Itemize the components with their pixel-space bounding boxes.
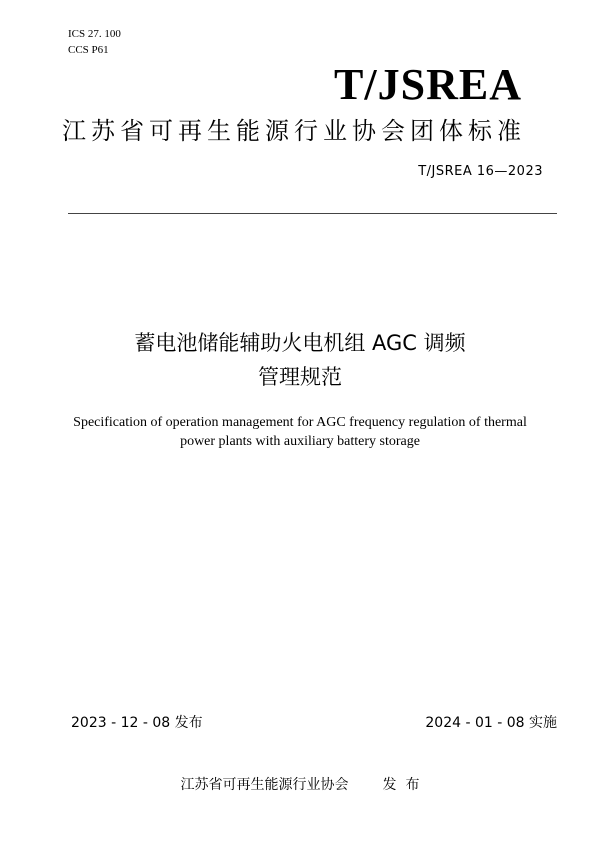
implement-date: 2024 - 01 - 08 实施 (425, 715, 557, 731)
issuer-action: 发 布 (382, 777, 420, 793)
english-title-line-2: power plants with auxiliary battery storage (180, 434, 420, 449)
chinese-title-line-2: 管理规范 (258, 365, 342, 389)
issuer-line (0, 776, 600, 794)
publish-date: 2023 - 12 - 08 发布 (71, 715, 203, 731)
ics-code: ICS 27. 100 (68, 28, 121, 40)
chinese-title-line-1: 蓄电池储能辅助火电机组 AGC 调频 (134, 331, 466, 355)
english-title-line-1: Specification of operation management for AGC frequency regulation of thermal (73, 415, 527, 430)
organization-standard-heading: 江苏省可再生能源行业协会团体标准 (62, 117, 526, 145)
header-divider (68, 213, 557, 214)
ccs-code: CCS P61 (68, 44, 109, 56)
standard-number: T/JSREA 16—2023 (418, 164, 543, 179)
issuer-name: 江苏省可再生能源行业协会 (180, 777, 349, 793)
standard-logo: T/JSREA (334, 60, 522, 109)
